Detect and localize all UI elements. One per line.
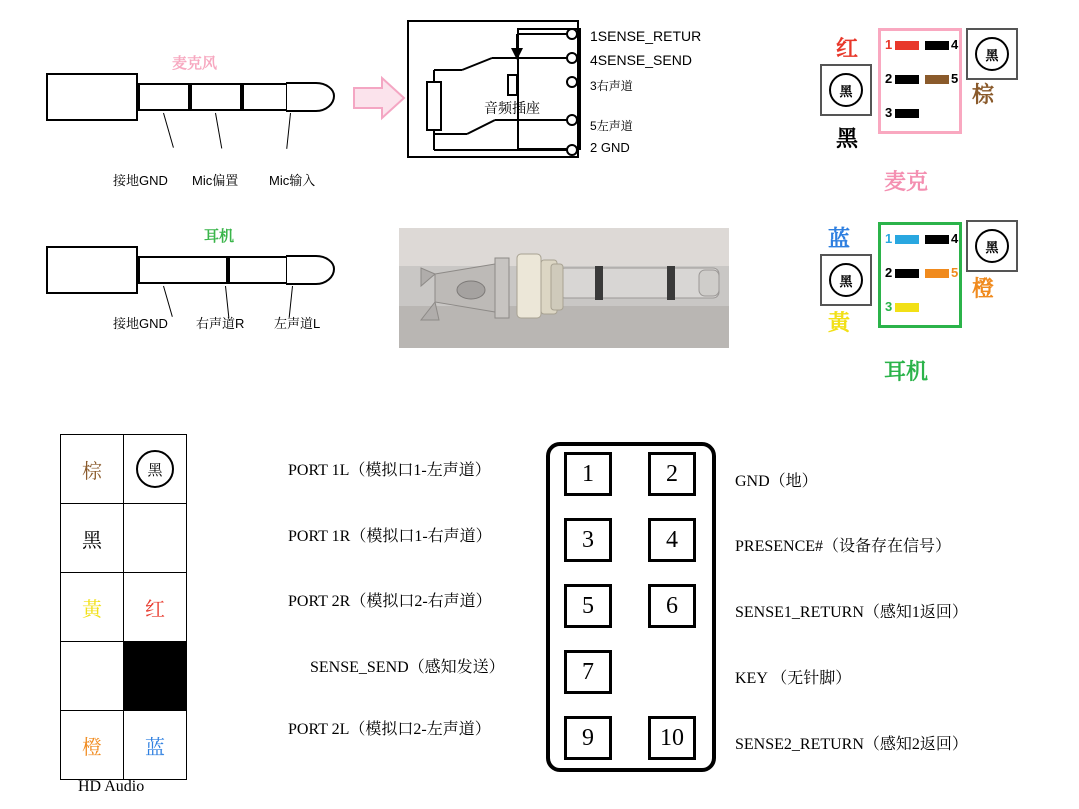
schematic-pin-1-name: SENSE_SEND [597, 52, 692, 68]
hp-connector-row-1-swatch [895, 269, 919, 278]
hp-plug-tip-icon [286, 254, 336, 286]
mic-lead-label-1: Mic偏置 [192, 173, 239, 188]
hp-connector-row-1-right-num: 5 [951, 265, 959, 280]
hp-plug-seg2 [228, 256, 288, 284]
hd-legend-cell-2-1 [124, 573, 187, 642]
hd-header-row-1-right-signal: PRESENCE#（设备存在信号） [735, 538, 952, 555]
mic-connector-left-ring [820, 64, 872, 116]
mic-connector-row-2-num: 3 [885, 105, 893, 120]
mic-connector-right-ring [966, 28, 1018, 80]
hp-connector-right-ring [966, 220, 1018, 272]
table-row [61, 573, 187, 642]
hd-legend-text-4-0: 橙 [82, 736, 102, 759]
hd-header-row-4-right-signal: SENSE2_RETURN（感知2返回） [735, 736, 968, 753]
mic-plug-sleeve [46, 73, 138, 121]
hp-lead-label-0: 接地GND [113, 316, 168, 331]
hd-legend-cell-1-0 [61, 504, 124, 573]
hd-header-row-2-left-signal: PORT 2R（模拟口2-右声道） [288, 593, 492, 610]
hd-legend-cell-1-1 [124, 504, 187, 573]
schematic-pin-3 [590, 117, 633, 134]
headphone-connector-box [878, 222, 962, 328]
schematic-pin-2-name: 右声道 [596, 79, 633, 93]
hp-connector-left-ring [820, 254, 872, 306]
table-row [61, 504, 187, 573]
schematic-pin-2-num: 3 [590, 79, 597, 93]
mic-section-title: 麦克风 [172, 55, 218, 72]
hp-plug-sleeve [46, 246, 138, 294]
hp-plug-seg1 [138, 256, 228, 284]
hp-connector-right-ring-text: 黑 [975, 229, 1009, 263]
mic-lead-label-2: Mic输入 [269, 173, 316, 188]
hd-header-pin-4: 4 [648, 518, 696, 562]
schematic-pin-0-name: SENSE_RETUR [597, 28, 702, 44]
hd-legend-text-1-0: 黑 [82, 529, 102, 552]
mic-lead-label-0: 接地GND [113, 173, 168, 188]
hd-header-pin-9: 9 [564, 716, 612, 760]
hd-legend-cell-0-0 [61, 435, 124, 504]
hp-lead-label-2: 左声道L [274, 316, 321, 331]
hd-header-row-2-right-signal: SENSE1_RETURN（感知1返回） [735, 604, 968, 621]
hd-legend-caption: HD Audio [78, 778, 145, 795]
hd-header-pin-5: 5 [564, 584, 612, 628]
mic-connector-box [878, 28, 962, 134]
headphone-connector-caption: 耳机 [884, 359, 929, 384]
schematic-pin-3-name: 左声道 [596, 119, 633, 133]
schematic-pin-4-name: GND [600, 140, 630, 155]
hp-connector-row-1-num: 2 [885, 265, 893, 280]
hd-legend-text-4-1: 蓝 [145, 736, 165, 759]
hp-connector-row-2-swatch [895, 303, 919, 312]
mic-plug-seg2 [190, 83, 242, 111]
schematic-pin-4-num: 2 [590, 140, 598, 155]
schematic-pin-2 [590, 77, 633, 94]
hd-header-row-4-left-signal: PORT 2L（模拟口2-左声道） [288, 721, 491, 738]
schematic-pin-0-num: 1 [590, 28, 598, 44]
mic-plug-tip-icon [286, 81, 336, 113]
hd-audio-legend-table [60, 434, 187, 780]
mic-plug-seg3 [242, 83, 288, 111]
hp-connector-left-bottom-label: 黃 [828, 310, 851, 335]
schematic-pin-1 [590, 52, 692, 68]
connector-photo [399, 228, 729, 348]
hd-legend-text-2-0: 黃 [82, 598, 102, 621]
mic-connector-row-0-right-swatch [925, 41, 949, 50]
mic-connector-row-0-num: 1 [885, 37, 893, 52]
hd-header-pin-7: 7 [564, 650, 612, 694]
hd-header-pin-2: 2 [648, 452, 696, 496]
mic-connector-caption: 麦克 [884, 169, 929, 194]
hd-header-pin-1: 1 [564, 452, 612, 496]
mic-connector-row-2-swatch [895, 109, 919, 118]
hp-connector-row-0-swatch [895, 235, 919, 244]
hp-connector-row-0-right-swatch [925, 235, 949, 244]
mic-plug-drawing [46, 70, 336, 130]
hp-connector-row-0-right-num: 4 [951, 231, 959, 246]
mic-connector-right-label: 棕 [972, 82, 995, 107]
mic-connector-row-1-swatch [895, 75, 919, 84]
mic-connector-left-ring-text: 黑 [829, 73, 863, 107]
hd-header-row-0-left-signal: PORT 1L（模拟口1-左声道） [288, 462, 491, 479]
table-row [61, 435, 187, 504]
schematic-box-label: 音频插座 [484, 100, 540, 116]
mic-connector-row-1-num: 2 [885, 71, 893, 86]
hp-connector-left-ring-text: 黑 [829, 263, 863, 297]
mic-connector-row-0-swatch [895, 41, 919, 50]
mic-connector-row-0-right-num: 4 [951, 37, 959, 52]
schematic-wires-icon [407, 20, 587, 165]
headphone-plug-drawing [46, 243, 336, 303]
flow-arrow-icon [352, 74, 406, 122]
hp-connector-row-2-num: 3 [885, 299, 893, 314]
hp-lead-label-1: 右声道R [196, 316, 245, 331]
mic-connector-row-1-right-swatch [925, 75, 949, 84]
hd-legend-text-2-1: 红 [145, 598, 165, 621]
hp-connector-right-label: 橙 [972, 276, 995, 301]
schematic-pin-1-num: 4 [590, 52, 598, 68]
mic-connector-left-bottom-label: 黑 [836, 126, 859, 151]
hd-legend-cell-3-0 [61, 642, 124, 711]
hd-header-row-1-left-signal: PORT 1R（模拟口1-右声道） [288, 528, 492, 545]
hd-legend-cell-2-0 [61, 573, 124, 642]
hd-legend-cell-3-1 [124, 642, 187, 711]
mic-connector-right-ring-text: 黑 [975, 37, 1009, 71]
hp-connector-row-1-right-swatch [925, 269, 949, 278]
hd-header-row-0-right-signal: GND（地） [735, 473, 818, 490]
hd-legend-ring-icon [136, 450, 174, 488]
table-row [61, 642, 187, 711]
table-row [61, 711, 187, 780]
hp-connector-left-top-label: 蓝 [828, 226, 851, 251]
schematic-pin-3-num: 5 [590, 119, 597, 133]
hd-legend-text-0-1: 黑 [147, 462, 163, 479]
hp-connector-row-0-num: 1 [885, 231, 893, 246]
hd-header-row-3-left-signal: SENSE_SEND（感知发送） [310, 659, 505, 676]
hd-legend-cell-4-0 [61, 711, 124, 780]
headphone-section-title: 耳机 [204, 228, 235, 245]
hd-legend-cell-4-1 [124, 711, 187, 780]
hd-legend-cell-0-1 [124, 435, 187, 504]
schematic-pin-4 [590, 140, 630, 155]
mic-connector-row-1-right-num: 5 [951, 71, 959, 86]
hd-header-pin-10: 10 [648, 716, 696, 760]
hd-legend-text-0-0: 棕 [82, 460, 102, 483]
schematic-pin-0 [590, 28, 701, 44]
hd-header-row-3-right-signal: KEY （无针脚） [735, 670, 852, 687]
hd-header-pin-3: 3 [564, 518, 612, 562]
mic-connector-left-top-label: 红 [836, 36, 859, 61]
hd-header-pin-6: 6 [648, 584, 696, 628]
mic-plug-seg1 [138, 83, 190, 111]
